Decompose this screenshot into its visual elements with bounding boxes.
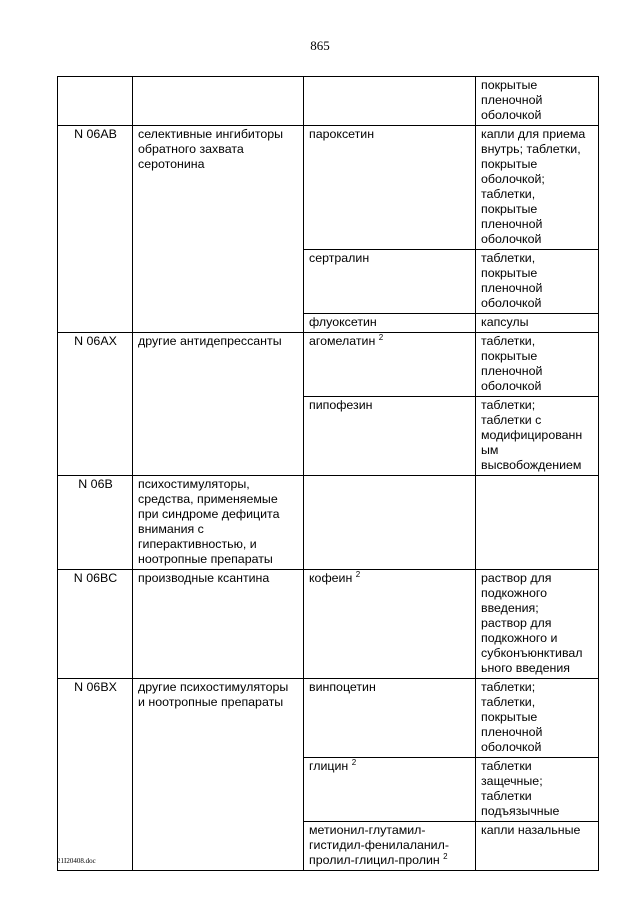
drug-name: кофеин [309,571,353,585]
footnote-marker: 2 [355,570,361,579]
table-row [58,126,599,250]
drug-table [57,76,599,871]
document-filename: 21I20408.doc [57,857,96,865]
drug-name-cell [304,758,476,822]
atc-group-cell: производные ксантина [133,570,304,679]
drug-name-cell [304,333,476,397]
drug-name: сертралин [309,251,370,265]
dosage-form-cell: таблетки, покрытые пленочной оболочкой [476,250,599,314]
drug-name: винпоцетин [309,680,376,694]
dosage-form-cell: капли назальные [476,822,599,871]
atc-code-cell: N 06B [58,476,133,570]
dosage-form-cell: таблетки; таблетки с модифицированн ым высвобождением [476,397,599,476]
drug-name: агомелатин [309,334,376,348]
atc-group-cell: психостимуляторы, средства, применяемые при синдроме дефицита внимания с гиперактивностью, и ноотропные препараты [133,476,304,570]
atc-group-cell [133,77,304,126]
dosage-form-cell: таблетки защечные; таблетки подъязычные [476,758,599,822]
table-row [58,77,599,126]
atc-code-cell [58,77,133,126]
atc-code-cell: N 06AX [58,333,133,476]
drug-name-cell [304,126,476,250]
footnote-marker: 2 [351,758,357,767]
atc-group-cell: другие психостимуляторы и ноотропные препараты [133,679,304,871]
dosage-form-cell [476,476,599,570]
drug-name: флуоксетин [309,315,377,329]
atc-group-cell: селективные ингибиторы обратного захвата серотонина [133,126,304,333]
atc-code-cell: N 06BC [58,570,133,679]
atc-group-cell: другие антидепрессанты [133,333,304,476]
dosage-form-cell: капсулы [476,314,599,333]
table-row [58,476,599,570]
drug-name-cell [304,822,476,871]
dosage-form-cell: покрытые пленочной оболочкой [476,77,599,126]
table-row [58,333,599,397]
drug-name-cell [304,77,476,126]
table-row [58,570,599,679]
drug-name-cell [304,570,476,679]
drug-name-cell [304,250,476,314]
footnote-marker: 2 [378,333,384,342]
table-body [58,77,599,871]
table-row [58,679,599,758]
footnote-marker: 2 [443,852,448,861]
dosage-form-cell: таблетки; таблетки, покрытые пленочной оболочкой [476,679,599,758]
drug-name-cell [304,314,476,333]
atc-code-cell: N 06BX [58,679,133,871]
drug-name-cell [304,679,476,758]
atc-code-cell: N 06AB [58,126,133,333]
drug-name: глицин [309,759,349,773]
dosage-form-cell: капли для приема внутрь; таблетки, покрытые оболочкой; таблетки, покрытые пленочной оболочкой [476,126,599,250]
drug-name: метионил-глутамил- гистидил-фенилаланил- пролил-глицил-пролин [309,823,449,867]
drug-name: пароксетин [309,127,375,141]
dosage-form-cell: раствор для подкожного введения; раствор для подкожного и субконъюнктивал ьного введения [476,570,599,679]
dosage-form-cell: таблетки, покрытые пленочной оболочкой [476,333,599,397]
page-number: 865 [310,38,330,53]
drug-name: пипофезин [309,398,373,412]
drug-name-cell [304,476,476,570]
drug-name-cell [304,397,476,476]
